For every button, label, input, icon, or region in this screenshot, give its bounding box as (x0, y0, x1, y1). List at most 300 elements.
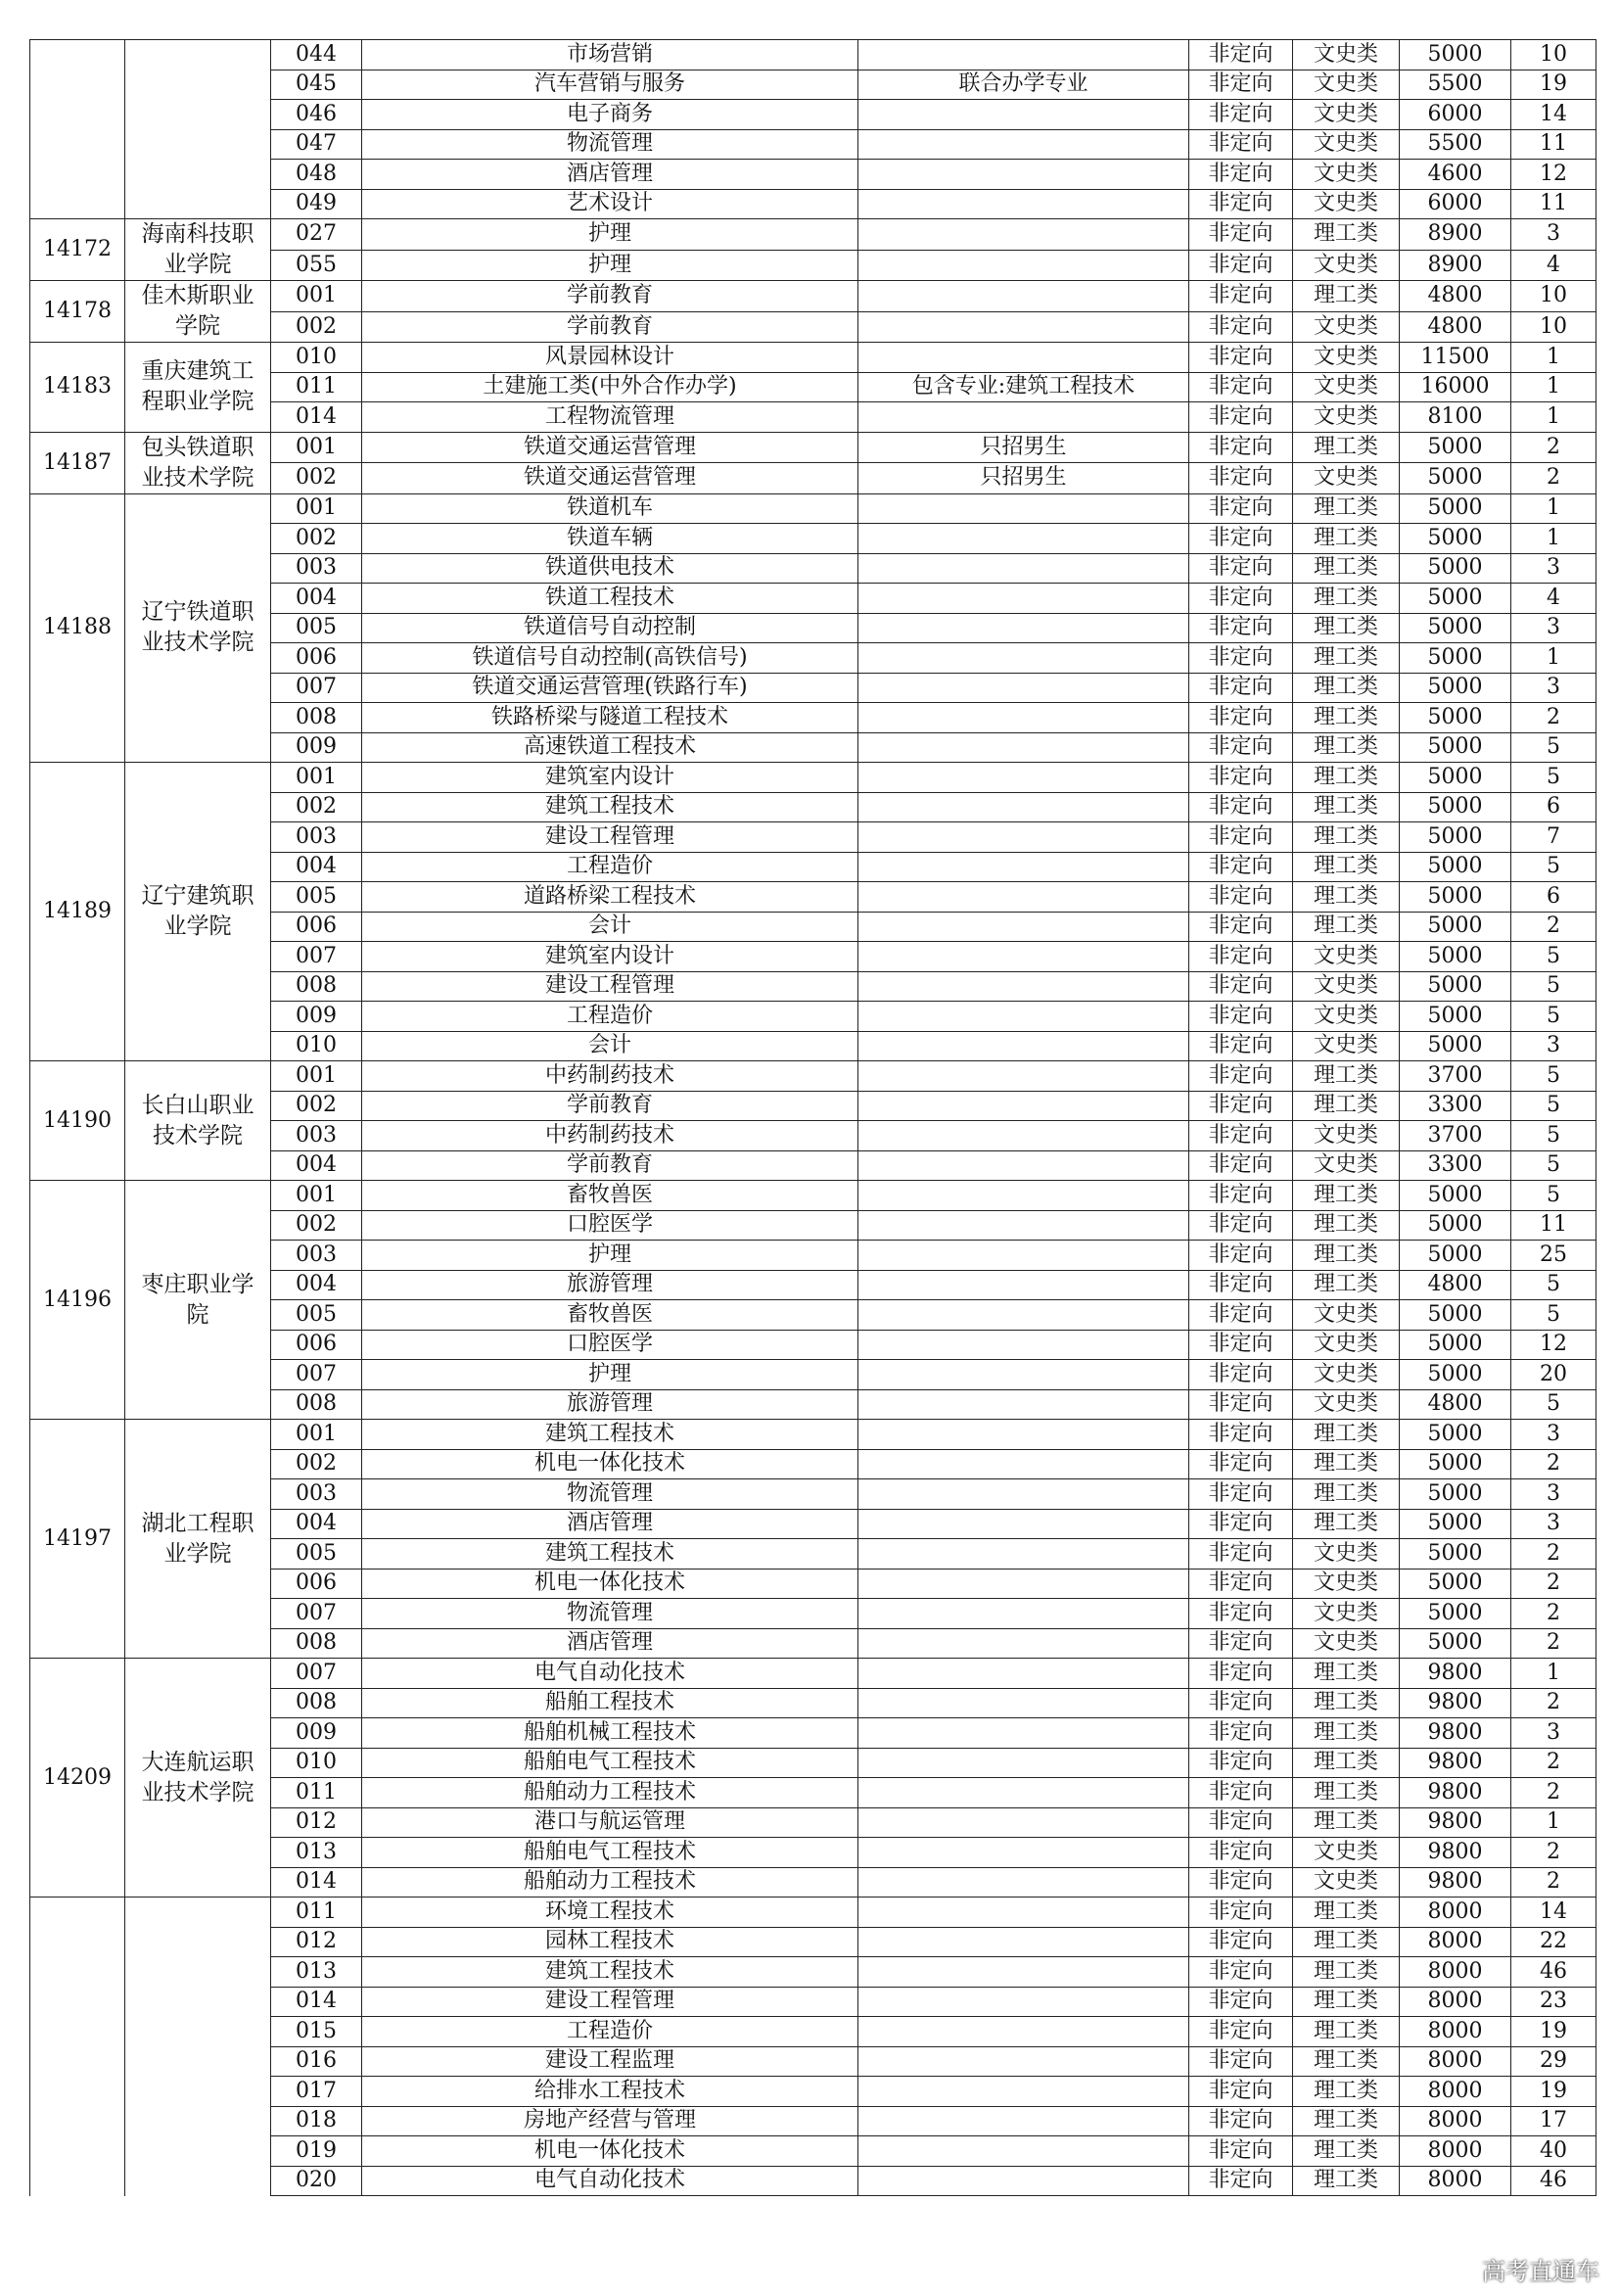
plan-type-cell: 非定向 (1189, 2046, 1293, 2077)
subject-category-cell: 理工类 (1293, 1778, 1400, 1808)
plan-type-cell: 非定向 (1189, 703, 1293, 733)
subject-category-cell: 理工类 (1293, 1420, 1400, 1450)
tuition-cell: 4800 (1400, 311, 1511, 343)
subject-category-cell: 文史类 (1293, 1031, 1400, 1061)
subject-category-cell: 理工类 (1293, 281, 1400, 312)
plan-count-cell: 4 (1511, 250, 1596, 281)
major-code-cell: 009 (271, 1002, 362, 1032)
tuition-cell: 5000 (1400, 1210, 1511, 1241)
subject-category-cell: 理工类 (1293, 1210, 1400, 1241)
subject-category-cell: 文史类 (1293, 1389, 1400, 1420)
subject-category-cell: 文史类 (1293, 372, 1400, 402)
school-id-cell: 14172 (30, 219, 125, 281)
remark-cell (858, 1330, 1189, 1360)
remark-cell (858, 1927, 1189, 1957)
major-name-cell: 旅游管理 (362, 1270, 858, 1300)
plan-type-cell: 非定向 (1189, 763, 1293, 793)
plan-count-cell: 10 (1511, 311, 1596, 343)
remark-cell (858, 882, 1189, 913)
remark-cell (858, 1479, 1189, 1510)
major-code-cell: 007 (271, 1599, 362, 1629)
plan-count-cell: 2 (1511, 1867, 1596, 1898)
major-code-cell: 048 (271, 160, 362, 190)
tuition-cell: 16000 (1400, 372, 1511, 402)
plan-type-cell: 非定向 (1189, 1539, 1293, 1570)
plan-count-cell: 14 (1511, 1898, 1596, 1928)
school-id-cell: 14178 (30, 281, 125, 343)
plan-type-cell: 非定向 (1189, 1449, 1293, 1479)
major-name-cell: 物流管理 (362, 129, 858, 160)
tuition-cell: 5000 (1400, 852, 1511, 882)
plan-type-cell: 非定向 (1189, 1121, 1293, 1151)
school-id-cell: 14187 (30, 432, 125, 493)
remark-cell (858, 1838, 1189, 1868)
school-id-cell: 14196 (30, 1181, 125, 1420)
remark-cell (858, 129, 1189, 160)
plan-count-cell: 3 (1511, 1718, 1596, 1749)
plan-type-cell: 非定向 (1189, 553, 1293, 584)
major-code-cell: 001 (271, 432, 362, 463)
plan-type-cell: 非定向 (1189, 1181, 1293, 1211)
major-name-cell: 物流管理 (362, 1479, 858, 1510)
tuition-cell: 5000 (1400, 40, 1511, 70)
major-name-cell: 畜牧兽医 (362, 1181, 858, 1211)
major-code-cell: 009 (271, 732, 362, 763)
plan-type-cell: 非定向 (1189, 2136, 1293, 2167)
subject-category-cell: 理工类 (1293, 1241, 1400, 1271)
tuition-cell: 5000 (1400, 912, 1511, 942)
plan-type-cell: 非定向 (1189, 2166, 1293, 2196)
plan-count-cell: 1 (1511, 1807, 1596, 1838)
remark-cell (858, 763, 1189, 793)
subject-category-cell: 文史类 (1293, 1002, 1400, 1032)
major-name-cell: 铁道供电技术 (362, 553, 858, 584)
major-code-cell: 001 (271, 1420, 362, 1450)
major-name-cell: 工程造价 (362, 2017, 858, 2047)
major-name-cell: 电气自动化技术 (362, 1659, 858, 1689)
major-code-cell: 044 (271, 40, 362, 70)
plan-count-cell: 3 (1511, 613, 1596, 643)
subject-category-cell: 理工类 (1293, 852, 1400, 882)
plan-count-cell: 23 (1511, 1987, 1596, 2017)
subject-category-cell: 理工类 (1293, 2166, 1400, 2196)
major-code-cell: 020 (271, 2166, 362, 2196)
major-code-cell: 009 (271, 1718, 362, 1749)
school-name-cell: 湖北工程职业学院 (125, 1420, 271, 1659)
tuition-cell: 8000 (1400, 2017, 1511, 2047)
major-code-cell: 007 (271, 673, 362, 703)
school-name-cell: 辽宁建筑职业学院 (125, 763, 271, 1061)
school-id-cell (30, 40, 125, 219)
plan-count-cell: 5 (1511, 763, 1596, 793)
major-name-cell: 港口与航运管理 (362, 1807, 858, 1838)
tuition-cell: 5000 (1400, 732, 1511, 763)
tuition-cell: 9800 (1400, 1778, 1511, 1808)
plan-type-cell: 非定向 (1189, 2017, 1293, 2047)
plan-count-cell: 1 (1511, 343, 1596, 373)
major-name-cell: 旅游管理 (362, 1389, 858, 1420)
remark-cell (858, 703, 1189, 733)
plan-type-cell: 非定向 (1189, 1330, 1293, 1360)
major-name-cell: 给排水工程技术 (362, 2077, 858, 2107)
school-name-cell: 重庆建筑工程职业学院 (125, 343, 271, 433)
tuition-cell: 6000 (1400, 189, 1511, 219)
major-code-cell: 011 (271, 372, 362, 402)
remark-cell (858, 584, 1189, 614)
plan-type-cell: 非定向 (1189, 250, 1293, 281)
plan-count-cell: 2 (1511, 703, 1596, 733)
major-name-cell: 铁道交通运营管理 (362, 432, 858, 463)
tuition-cell: 5000 (1400, 1360, 1511, 1390)
major-code-cell: 011 (271, 1898, 362, 1928)
tuition-cell: 5000 (1400, 1479, 1511, 1510)
remark-cell (858, 1360, 1189, 1390)
subject-category-cell: 理工类 (1293, 1270, 1400, 1300)
tuition-cell: 8000 (1400, 2106, 1511, 2136)
tuition-cell: 9800 (1400, 1688, 1511, 1718)
subject-category-cell: 理工类 (1293, 219, 1400, 251)
subject-category-cell: 理工类 (1293, 792, 1400, 822)
plan-type-cell: 非定向 (1189, 1091, 1293, 1121)
plan-count-cell: 7 (1511, 822, 1596, 853)
plan-type-cell: 非定向 (1189, 1898, 1293, 1928)
major-name-cell: 口腔医学 (362, 1210, 858, 1241)
tuition-cell: 5000 (1400, 1628, 1511, 1659)
remark-cell (858, 2077, 1189, 2107)
major-code-cell: 002 (271, 1449, 362, 1479)
plan-count-cell: 46 (1511, 2166, 1596, 2196)
major-name-cell: 汽车营销与服务 (362, 70, 858, 100)
major-code-cell: 049 (271, 189, 362, 219)
remark-cell (858, 1121, 1189, 1151)
major-name-cell: 学前教育 (362, 311, 858, 343)
plan-count-cell: 2 (1511, 1449, 1596, 1479)
major-code-cell: 005 (271, 613, 362, 643)
remark-cell (858, 1181, 1189, 1211)
plan-count-cell: 5 (1511, 1150, 1596, 1181)
plan-type-cell: 非定向 (1189, 40, 1293, 70)
major-code-cell: 003 (271, 1479, 362, 1510)
plan-type-cell: 非定向 (1189, 372, 1293, 402)
plan-count-cell: 6 (1511, 792, 1596, 822)
major-code-cell: 006 (271, 1330, 362, 1360)
remark-cell (858, 822, 1189, 853)
subject-category-cell: 理工类 (1293, 1807, 1400, 1838)
remark-cell (858, 1778, 1189, 1808)
subject-category-cell: 理工类 (1293, 703, 1400, 733)
subject-category-cell: 理工类 (1293, 1091, 1400, 1121)
plan-count-cell: 3 (1511, 553, 1596, 584)
plan-count-cell: 3 (1511, 1509, 1596, 1539)
plan-type-cell: 非定向 (1189, 1599, 1293, 1629)
plan-type-cell: 非定向 (1189, 1241, 1293, 1271)
subject-category-cell: 理工类 (1293, 2046, 1400, 2077)
table-row (30, 219, 1596, 251)
plan-count-cell: 20 (1511, 1360, 1596, 1390)
plan-type-cell: 非定向 (1189, 732, 1293, 763)
subject-category-cell: 文史类 (1293, 1150, 1400, 1181)
remark-cell (858, 1150, 1189, 1181)
major-code-cell: 008 (271, 1389, 362, 1420)
plan-count-cell: 2 (1511, 1539, 1596, 1570)
major-code-cell: 007 (271, 1360, 362, 1390)
subject-category-cell: 理工类 (1293, 524, 1400, 554)
tuition-cell: 9800 (1400, 1718, 1511, 1749)
tuition-cell: 5000 (1400, 1002, 1511, 1032)
subject-category-cell: 文史类 (1293, 1539, 1400, 1570)
major-code-cell: 008 (271, 1688, 362, 1718)
major-code-cell: 004 (271, 584, 362, 614)
major-name-cell: 土建施工类(中外合作办学) (362, 372, 858, 402)
remark-cell (858, 40, 1189, 70)
major-name-cell: 学前教育 (362, 1150, 858, 1181)
major-name-cell: 酒店管理 (362, 1509, 858, 1539)
major-name-cell: 工程造价 (362, 1002, 858, 1032)
plan-type-cell: 非定向 (1189, 1778, 1293, 1808)
tuition-cell: 5000 (1400, 493, 1511, 524)
plan-type-cell: 非定向 (1189, 160, 1293, 190)
subject-category-cell: 文史类 (1293, 160, 1400, 190)
major-name-cell: 园林工程技术 (362, 1927, 858, 1957)
tuition-cell: 9800 (1400, 1807, 1511, 1838)
major-name-cell: 机电一体化技术 (362, 1569, 858, 1599)
plan-count-cell: 2 (1511, 463, 1596, 494)
remark-cell (858, 1031, 1189, 1061)
major-name-cell: 中药制药技术 (362, 1061, 858, 1092)
plan-type-cell: 非定向 (1189, 1957, 1293, 1988)
subject-category-cell: 理工类 (1293, 643, 1400, 674)
plan-type-cell: 非定向 (1189, 2077, 1293, 2107)
remark-cell (858, 1270, 1189, 1300)
subject-category-cell: 文史类 (1293, 189, 1400, 219)
table-row (30, 1420, 1596, 1450)
plan-count-cell: 1 (1511, 372, 1596, 402)
major-name-cell: 船舶动力工程技术 (362, 1867, 858, 1898)
major-code-cell: 014 (271, 1867, 362, 1898)
major-code-cell: 001 (271, 281, 362, 312)
plan-type-cell: 非定向 (1189, 971, 1293, 1002)
plan-type-cell: 非定向 (1189, 643, 1293, 674)
plan-type-cell: 非定向 (1189, 1360, 1293, 1390)
major-name-cell: 电气自动化技术 (362, 2166, 858, 2196)
plan-type-cell: 非定向 (1189, 1150, 1293, 1181)
subject-category-cell: 文史类 (1293, 1121, 1400, 1151)
remark-cell (858, 2106, 1189, 2136)
major-code-cell: 014 (271, 1987, 362, 2017)
subject-category-cell: 理工类 (1293, 613, 1400, 643)
remark-cell (858, 1389, 1189, 1420)
plan-type-cell: 非定向 (1189, 912, 1293, 942)
subject-category-cell: 文史类 (1293, 1330, 1400, 1360)
remark-cell (858, 250, 1189, 281)
subject-category-cell: 文史类 (1293, 100, 1400, 130)
subject-category-cell: 文史类 (1293, 1599, 1400, 1629)
remark-cell (858, 1449, 1189, 1479)
plan-count-cell: 2 (1511, 1599, 1596, 1629)
plan-count-cell: 10 (1511, 40, 1596, 70)
table-row (30, 1181, 1596, 1211)
school-id-cell: 14188 (30, 493, 125, 763)
subject-category-cell: 文史类 (1293, 1569, 1400, 1599)
plan-type-cell: 非定向 (1189, 852, 1293, 882)
plan-type-cell: 非定向 (1189, 1659, 1293, 1689)
major-code-cell: 004 (271, 1270, 362, 1300)
major-code-cell: 027 (271, 219, 362, 251)
major-code-cell: 001 (271, 493, 362, 524)
remark-cell (858, 160, 1189, 190)
tuition-cell: 5000 (1400, 1420, 1511, 1450)
plan-type-cell: 非定向 (1189, 1867, 1293, 1898)
major-name-cell: 会计 (362, 1031, 858, 1061)
plan-count-cell: 19 (1511, 2077, 1596, 2107)
major-name-cell: 铁路桥梁与隧道工程技术 (362, 703, 858, 733)
major-name-cell: 铁道机车 (362, 493, 858, 524)
tuition-cell: 5000 (1400, 1181, 1511, 1211)
subject-category-cell: 理工类 (1293, 553, 1400, 584)
major-code-cell: 017 (271, 2077, 362, 2107)
school-name-cell: 包头铁道职业技术学院 (125, 432, 271, 493)
school-name-cell (125, 40, 271, 219)
major-name-cell: 建筑工程技术 (362, 1420, 858, 1450)
remark-cell (858, 1718, 1189, 1749)
tuition-cell: 5000 (1400, 882, 1511, 913)
plan-type-cell: 非定向 (1189, 281, 1293, 312)
school-id-cell: 14189 (30, 763, 125, 1061)
subject-category-cell: 理工类 (1293, 1688, 1400, 1718)
plan-type-cell: 非定向 (1189, 70, 1293, 100)
tuition-cell: 5500 (1400, 129, 1511, 160)
remark-cell (858, 1569, 1189, 1599)
major-code-cell: 010 (271, 1748, 362, 1778)
major-code-cell: 007 (271, 942, 362, 972)
major-code-cell: 004 (271, 852, 362, 882)
remark-cell (858, 493, 1189, 524)
major-code-cell: 002 (271, 1210, 362, 1241)
subject-category-cell: 文史类 (1293, 1838, 1400, 1868)
tuition-cell: 5000 (1400, 1569, 1511, 1599)
plan-type-cell: 非定向 (1189, 822, 1293, 853)
remark-cell (858, 343, 1189, 373)
tuition-cell: 5000 (1400, 1539, 1511, 1570)
major-code-cell: 016 (271, 2046, 362, 2077)
school-id-cell: 14183 (30, 343, 125, 433)
plan-type-cell: 非定向 (1189, 1300, 1293, 1331)
major-code-cell: 015 (271, 2017, 362, 2047)
plan-type-cell: 非定向 (1189, 432, 1293, 463)
plan-count-cell: 2 (1511, 1748, 1596, 1778)
plan-count-cell: 2 (1511, 912, 1596, 942)
remark-cell (858, 1628, 1189, 1659)
major-name-cell: 中药制药技术 (362, 1121, 858, 1151)
remark-cell (858, 1807, 1189, 1838)
major-code-cell: 004 (271, 1150, 362, 1181)
plan-count-cell: 2 (1511, 1778, 1596, 1808)
plan-count-cell: 1 (1511, 1659, 1596, 1689)
plan-count-cell: 2 (1511, 432, 1596, 463)
school-name-cell: 长白山职业技术学院 (125, 1061, 271, 1181)
major-name-cell: 船舶工程技术 (362, 1688, 858, 1718)
subject-category-cell: 理工类 (1293, 1927, 1400, 1957)
major-code-cell: 012 (271, 1807, 362, 1838)
major-code-cell: 019 (271, 2136, 362, 2167)
major-name-cell: 建设工程监理 (362, 2046, 858, 2077)
subject-category-cell: 文史类 (1293, 1867, 1400, 1898)
major-name-cell: 工程造价 (362, 852, 858, 882)
subject-category-cell: 理工类 (1293, 822, 1400, 853)
remark-cell (858, 1957, 1189, 1988)
remark-cell (858, 1659, 1189, 1689)
major-code-cell: 003 (271, 1121, 362, 1151)
major-code-cell: 013 (271, 1957, 362, 1988)
plan-type-cell: 非定向 (1189, 1628, 1293, 1659)
tuition-cell: 9800 (1400, 1867, 1511, 1898)
major-code-cell: 001 (271, 1061, 362, 1092)
major-name-cell: 护理 (362, 250, 858, 281)
tuition-cell: 5000 (1400, 613, 1511, 643)
major-code-cell: 047 (271, 129, 362, 160)
plan-type-cell: 非定向 (1189, 673, 1293, 703)
plan-type-cell: 非定向 (1189, 1270, 1293, 1300)
tuition-cell: 5000 (1400, 763, 1511, 793)
remark-cell (858, 1241, 1189, 1271)
plan-type-cell: 非定向 (1189, 1927, 1293, 1957)
tuition-cell: 8000 (1400, 2166, 1511, 2196)
major-name-cell: 船舶动力工程技术 (362, 1778, 858, 1808)
plan-count-cell: 1 (1511, 493, 1596, 524)
major-name-cell: 物流管理 (362, 1599, 858, 1629)
plan-type-cell: 非定向 (1189, 1389, 1293, 1420)
plan-count-cell: 3 (1511, 219, 1596, 251)
major-name-cell: 酒店管理 (362, 160, 858, 190)
major-name-cell: 铁道车辆 (362, 524, 858, 554)
major-name-cell: 建设工程管理 (362, 971, 858, 1002)
school-id-cell (30, 1898, 125, 2196)
major-name-cell: 建筑室内设计 (362, 763, 858, 793)
plan-count-cell: 5 (1511, 1389, 1596, 1420)
major-code-cell: 002 (271, 311, 362, 343)
plan-type-cell: 非定向 (1189, 1479, 1293, 1510)
table-row (30, 1898, 1596, 1928)
subject-category-cell: 理工类 (1293, 1061, 1400, 1092)
major-name-cell: 道路桥梁工程技术 (362, 882, 858, 913)
remark-cell (858, 1509, 1189, 1539)
major-code-cell: 005 (271, 882, 362, 913)
plan-count-cell: 14 (1511, 100, 1596, 130)
school-name-cell: 海南科技职业学院 (125, 219, 271, 281)
subject-category-cell: 文史类 (1293, 1300, 1400, 1331)
tuition-cell: 3300 (1400, 1150, 1511, 1181)
major-code-cell: 001 (271, 763, 362, 793)
plan-count-cell: 17 (1511, 2106, 1596, 2136)
plan-count-cell: 29 (1511, 2046, 1596, 2077)
plan-count-cell: 5 (1511, 1270, 1596, 1300)
major-name-cell: 铁道交通运营管理(铁路行车) (362, 673, 858, 703)
plan-count-cell: 3 (1511, 1479, 1596, 1510)
major-name-cell: 建筑室内设计 (362, 942, 858, 972)
subject-category-cell: 文史类 (1293, 70, 1400, 100)
major-name-cell: 护理 (362, 219, 858, 251)
plan-type-cell: 非定向 (1189, 1509, 1293, 1539)
remark-cell (858, 2046, 1189, 2077)
plan-count-cell: 12 (1511, 1330, 1596, 1360)
major-name-cell: 铁道信号自动控制 (362, 613, 858, 643)
tuition-cell: 8900 (1400, 219, 1511, 251)
major-code-cell: 006 (271, 643, 362, 674)
plan-count-cell: 3 (1511, 1420, 1596, 1450)
plan-count-cell: 3 (1511, 673, 1596, 703)
remark-cell (858, 1599, 1189, 1629)
plan-type-cell: 非定向 (1189, 613, 1293, 643)
